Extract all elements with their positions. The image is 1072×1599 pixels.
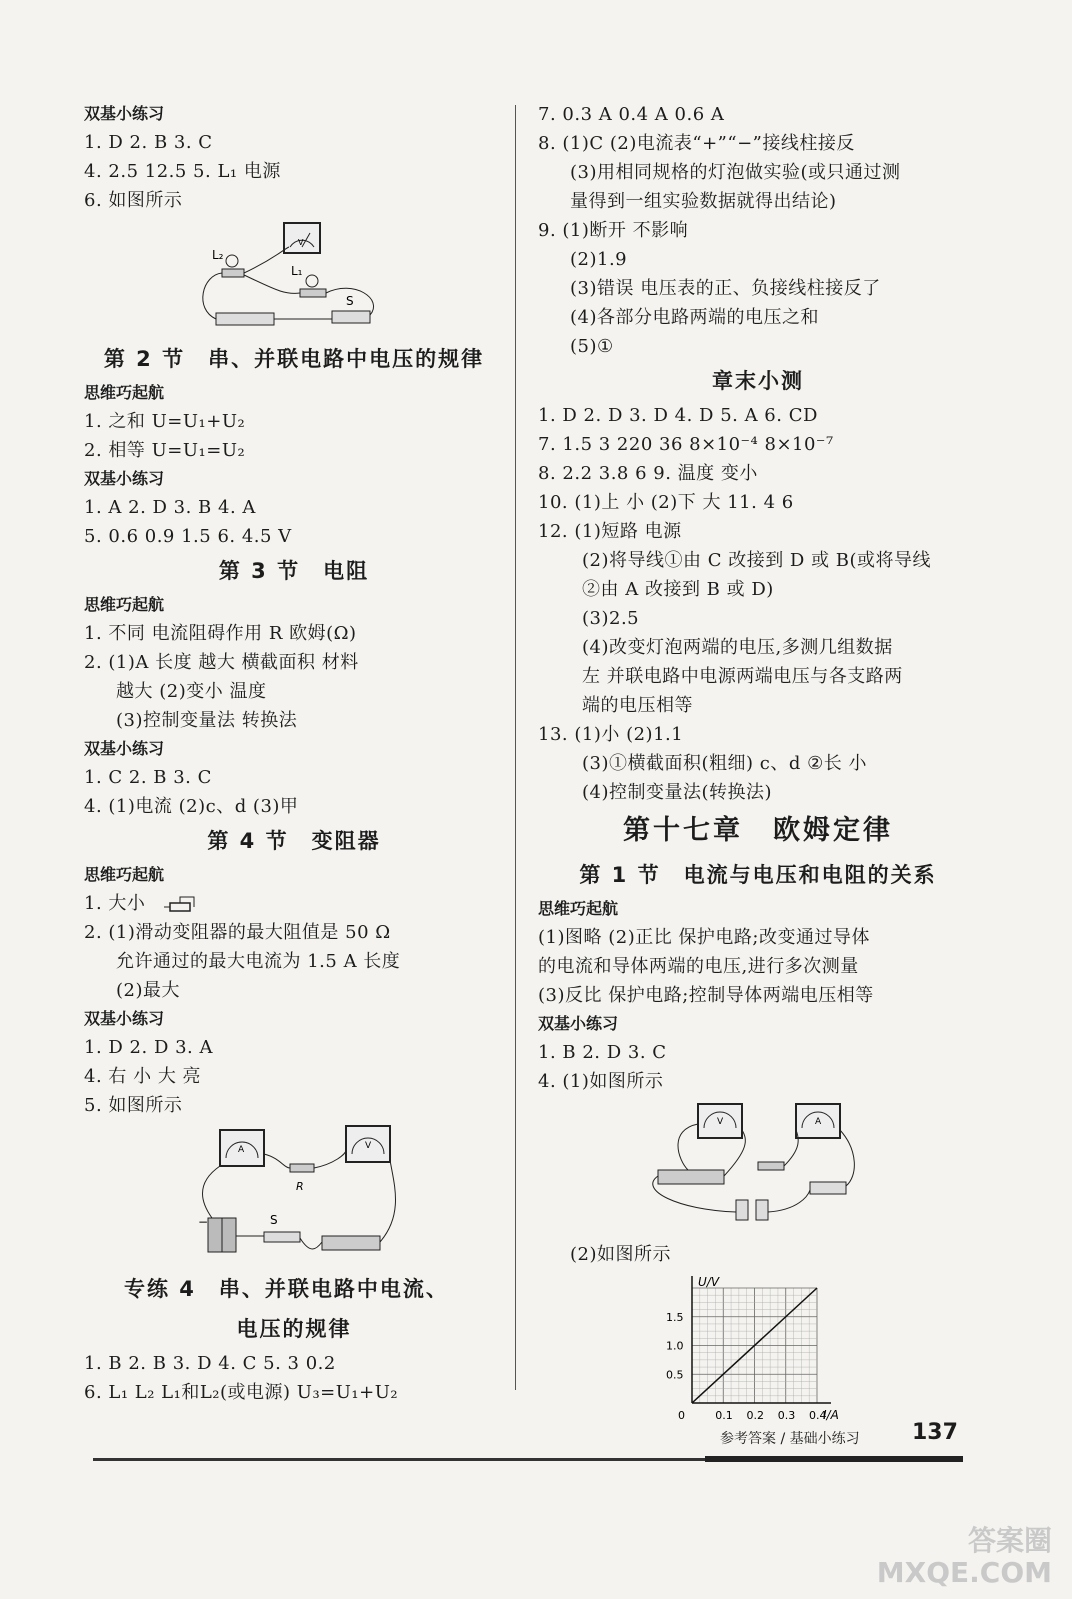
ui-chart: [642, 1273, 978, 1437]
footer-label: 参考答案 / 基础小练习: [720, 1431, 860, 1447]
heading-shuangji: 双基小练习: [84, 469, 165, 488]
answer-line: (1)图略 (2)正比 保护电路;改变通过导体: [538, 927, 871, 948]
heading-shuangji: 双基小练习: [84, 104, 165, 123]
answer-line: 1. C 2. B 3. C: [84, 767, 212, 788]
chart-y-tick-label: 1.5: [666, 1310, 684, 1324]
ohm-voltmeter-label: V: [717, 1117, 724, 1127]
answer-line: 2. (1)A 长度 越大 横截面积 材料: [84, 652, 359, 673]
answer-line: 12. (1)短路 电源: [538, 521, 682, 542]
ohm-ammeter-label: A: [815, 1117, 822, 1127]
answer-line: 越大 (2)变小 温度: [116, 681, 267, 702]
chapter-test-title: 章末小测: [712, 369, 804, 393]
answer-line: 2. (1)滑动变阻器的最大阻值是 50 Ω: [84, 922, 391, 943]
circuit-figure-rheostat: [84, 1124, 504, 1263]
chart-y-tick-label: 1.0: [666, 1339, 684, 1353]
special-practice-title: 专练 4 串、并联电路中电流、: [124, 1277, 449, 1301]
resistor-label: R: [296, 1180, 304, 1193]
answer-line: 允许通过的最大电流为 1.5 A 长度: [116, 951, 401, 972]
page-number: 137: [912, 1420, 958, 1445]
heading-siwei: 思维巧起航: [538, 899, 619, 918]
answer-line: 4. (1)如图所示: [538, 1071, 664, 1092]
answer-line: 1. B 2. D 3. C: [538, 1042, 667, 1063]
watermark-line1: 答案圈: [967, 1524, 1052, 1557]
answer-line: (5)①: [570, 336, 614, 357]
answer-line: (4)改变灯泡两端的电压,多测几组数据: [582, 637, 893, 658]
left-column: [84, 100, 504, 1407]
answer-line: ②由 A 改接到 B 或 D): [582, 579, 774, 600]
battery-minus-label: −: [198, 1215, 209, 1229]
chapter-17-section-1-title: 第 1 节 电流与电压和电阻的关系: [579, 863, 937, 887]
fig1-switch-label: S: [346, 294, 354, 308]
heading-siwei: 思维巧起航: [84, 383, 165, 402]
answer-line: (3)控制变量法 转换法: [116, 710, 298, 731]
answer-line: 左 并联电路中电源两端电压与各支路两: [582, 666, 903, 687]
answer-line: 5. 0.6 0.9 1.5 6. 4.5 V: [84, 526, 292, 547]
switch-label: S: [270, 1213, 278, 1227]
answer-line: (3)2.5: [582, 608, 640, 629]
special-practice-title-cont: 电压的规律: [236, 1317, 352, 1341]
right-column: [538, 100, 978, 1443]
watermark-line2: MXQE.COM: [876, 1556, 1052, 1589]
answer-line: (2)最大: [116, 980, 180, 1001]
answer-line: 1. 之和 U=U₁+U₂: [84, 411, 246, 432]
answer-line: 8. (1)C (2)电流表“+”“−”接线柱接反: [538, 133, 855, 154]
answer-line: 端的电压相等: [582, 695, 693, 716]
circuit-figure-ohm: [538, 1100, 978, 1234]
chapter-17-title: 第十七章 欧姆定律: [623, 815, 893, 846]
section-2-title: 第 2 节 串、并联电路中电压的规律: [103, 347, 485, 371]
fig1-meter-label: V: [298, 238, 304, 247]
answer-line: (4)控制变量法(转换法): [582, 782, 773, 803]
answer-line: 7. 1.5 3 220 36 8×10⁻⁴ 8×10⁻⁷: [538, 434, 834, 455]
answer-line: 的电流和导体两端的电压,进行多次测量: [538, 956, 859, 977]
circuit-figure-1: [84, 219, 504, 333]
answer-line: 7. 0.3 A 0.4 A 0.6 A: [538, 104, 725, 125]
answer-line: 1. D 2. D 3. D 4. D 5. A 6. CD: [538, 405, 818, 426]
answer-line: 1. A 2. D 3. B 4. A: [84, 497, 256, 518]
watermark: [877, 1525, 1052, 1589]
rheostat-symbol-icon: [162, 895, 198, 913]
answer-line: (3)错误 电压表的正、负接线柱接反了: [570, 278, 881, 299]
answer-line: [84, 889, 504, 918]
answer-line: 6. L₁ L₂ L₁和L₂(或电源) U₃=U₁+U₂: [84, 1382, 399, 1403]
answer-line: (3)①横截面积(粗细) c、d ②长 小: [582, 753, 867, 774]
answer-line: 13. (1)小 (2)1.1: [538, 724, 684, 745]
fig1-l2-label: L₂: [212, 248, 224, 262]
answer-line: 量得到一组实验数据就得出结论): [570, 191, 837, 212]
answer-line: 1. D 2. D 3. A: [84, 1037, 213, 1058]
chart-x-tick-label: 0.2: [746, 1409, 764, 1422]
chart-x-tick-label: 0.4: [809, 1409, 827, 1422]
chart-x-tick-label: 0.3: [777, 1409, 796, 1422]
heading-shuangji: 双基小练习: [538, 1014, 619, 1033]
chart-x-axis-label: I/A: [823, 1408, 839, 1422]
answer-line: 4. 2.5 12.5 5. L₁ 电源: [84, 161, 281, 182]
answer-line: 5. 如图所示: [84, 1095, 183, 1116]
answer-line: 4. 右 小 大 亮: [84, 1066, 202, 1087]
answer-line: 2. 相等 U=U₁=U₂: [84, 440, 246, 461]
chart-y-axis-label: U/V: [698, 1275, 720, 1289]
answer-line: 9. (1)断开 不影响: [538, 220, 689, 241]
section-4-title: 第 4 节 变阻器: [207, 829, 381, 853]
heading-siwei: 思维巧起航: [84, 865, 165, 884]
answer-text: 1. 大小: [84, 893, 146, 914]
answer-line: (2)将导线①由 C 改接到 D 或 B(或将导线: [582, 550, 932, 571]
answer-line: 1. B 2. B 3. D 4. C 5. 3 0.2: [84, 1353, 336, 1374]
answer-line: (2)如图所示: [570, 1244, 671, 1265]
heading-siwei: 思维巧起航: [84, 595, 165, 614]
answer-line: 1. 不同 电流阻碍作用 R 欧姆(Ω): [84, 623, 357, 644]
footer-rule-thick: [705, 1456, 963, 1462]
heading-shuangji: 双基小练习: [84, 739, 165, 758]
answer-line: 4. (1)电流 (2)c、d (3)甲: [84, 796, 299, 817]
answer-line: (3)反比 保护电路;控制导体两端电压相等: [538, 985, 874, 1006]
answer-line: 10. (1)上 小 (2)下 大 11. 4 6: [538, 492, 794, 513]
chart-y-tick-label: 0.5: [666, 1368, 684, 1382]
answer-line: 6. 如图所示: [84, 190, 183, 211]
answer-line: (3)用相同规格的灯泡做实验(或只通过测: [570, 162, 901, 183]
chart-x-tick-label: 0: [678, 1409, 685, 1422]
answer-line: 8. 2.2 3.8 6 9. 温度 变小: [538, 463, 758, 484]
fig1-l1-label: L₁: [291, 264, 303, 278]
column-divider: [515, 105, 516, 1390]
answer-line: (2)1.9: [570, 249, 628, 270]
voltmeter-label: V: [365, 1141, 372, 1151]
answer-line: (4)各部分电路两端的电压之和: [570, 307, 819, 328]
ammeter-label: A: [238, 1145, 245, 1155]
chart-x-tick-label: 0.1: [715, 1409, 733, 1422]
heading-shuangji: 双基小练习: [84, 1009, 165, 1028]
section-3-title: 第 3 节 电阻: [218, 559, 370, 583]
answer-line: 1. D 2. B 3. C: [84, 132, 213, 153]
